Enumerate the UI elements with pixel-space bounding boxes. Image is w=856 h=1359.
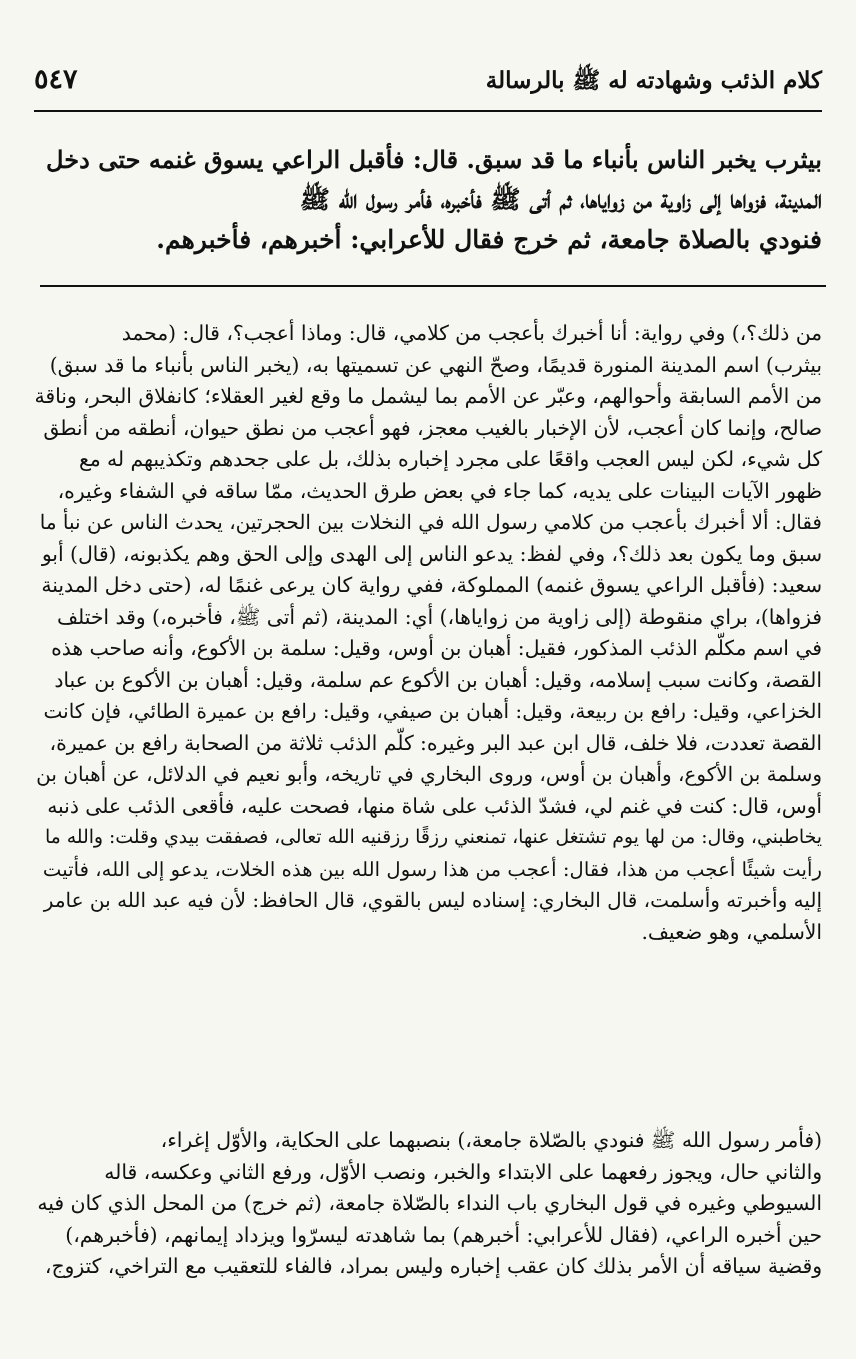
commentary-line: إليه وأخبرته وأسلمت، قال البخاري: إسناده ليس بالقوي، قال الحافظ: لأن فيه عبد الله بن عامر	[43, 888, 822, 912]
commentary-line: صالح، وإنما كان أعجب، لأن الإخبار بالغيب معجز، فهو أعجب من نطق حيوان، أنطقه من أنطق	[43, 415, 822, 440]
commentary-line: من الأمم السابقة وأحوالهم، وعبّر عن الأمم بما ليشمل ما وقع لغير العقلاء؛ كانفلاق البحر، وناقة	[34, 384, 822, 408]
commentary-line: القصة، وكانت سبب إسلامه، وقيل: أهبان بن الأكوع عم سلمة، وقيل: أهبان بن الأكوع بن عباد	[54, 667, 822, 692]
commentary-line: بيثرب) اسم المدينة المنورة قديمًا، وصحّ النهي عن تسميتها به، (يخبر الناس بأنباء ما قد سبق)	[49, 352, 822, 377]
commentary-line: في اسم مكلّم الذئب المذكور، فقيل: أهبان بن أوس، وقيل: سلمة بن الأكوع، وأنه صاحب هذه	[51, 636, 822, 660]
commentary-line: (فأمر رسول الله ﷺ فنودي بالصّلاة جامعة،) بنصبهما على الحكاية، والأوّل إغراء،	[160, 1128, 822, 1152]
commentary-line: وسلمة بن الأكوع، وأهبان بن أوس، وروى البخاري في تاريخه، وأبو نعيم في الدلائل، عن أهبان بن	[36, 762, 822, 786]
commentary-line: من ذلك؟،) وفي رواية: أنا أخبرك بأعجب من كلامي، قال: وماذا أعجب؟، قال: (محمد	[121, 321, 822, 345]
commentary-line: سبق وما يكون بعد ذلك؟، وفي لفظ: يدعو الناس إلى الهدى وإلى الحق وهم يكذبونه، (قال) أبو	[41, 541, 822, 566]
page-number: ٥٤٧	[34, 64, 78, 95]
hadith-text	[40, 140, 822, 260]
commentary-line: حين أخبره الراعي، (فقال للأعرابي: أخبرهم) بما شاهدته ليسرّوا ويزداد إيمانهم، (فأخبرهم،)	[65, 1222, 822, 1247]
page-header	[34, 60, 822, 106]
hadith-line: فنودي بالصلاة جامعة، ثم خرج فقال للأعرابي: أخبرهم، فأخبرهم.	[156, 225, 822, 254]
commentary-line: والثاني حال، ويجوز رفعهما على الابتداء والخبر، ونصب الأوّل، ورفع الثاني وعكسه، قاله	[104, 1159, 822, 1184]
commentary-line: يخاطبني، وقال: من لها يوم تشتغل عنها، تمنعني رزقًا رزقنيه الله تعالى، فصفقت بيدي وقلت: والله ما	[44, 827, 822, 848]
commentary-line: الخزاعي، وقيل: رافع بن ربيعة، وقيل: أهبان بن صيفي، وقيل: رافع بن عميرة الطائي، فإن كانت	[43, 699, 822, 723]
commentary-line: فقال: ألا أخبرك بأعجب من كلامي رسول الله في النخلات بين الحجرتين، يحدث الناس عن نبأ ما	[39, 510, 822, 534]
commentary-text-continued	[34, 1125, 822, 1283]
commentary-line: الأسلمي، وهو ضعيف.	[641, 919, 822, 944]
commentary-line: وقضية سياقه أن الأمر بذلك كان عقب إخباره وليس بمراد، فالفاء للتعقيب مع التراخي، كتزوج،	[44, 1254, 822, 1278]
commentary-line: فزواها)، براي منقوطة (إلى زاوية من زواياها،) أي: المدينة، (ثم أتى ﷺ، فأخبره،) وقد اختلف	[57, 604, 822, 629]
hadith-line: المدينة، فزواها إلى زاوية من زواياها، ثم أتى ﷺ فأخبره، فأمر رسول الله ﷺ	[299, 185, 822, 214]
text-separator-rule	[40, 285, 826, 287]
commentary-line: أوس، قال: كنت في غنم لي، فشدّ الذئب على شاة منها، فصحت عليه، فأقعى الذئب على ذنبه	[47, 793, 822, 818]
commentary-line: رأيت شيئًا أعجب من هذا، فقال: أعجب من هذا رسول الله بين هذه الخلات، يدعو إلى الله، فأتيت	[42, 857, 822, 881]
header-rule	[34, 110, 822, 112]
hadith-line: بيثرب يخبر الناس بأنباء ما قد سبق. قال: فأقبل الراعي يسوق غنمه حتى دخل	[46, 145, 822, 174]
commentary-line: سعيد: (فأقبل الراعي يسوق غنمه) المملوكة، ففي رواية كان يرعى غنمًا له، (حتى دخل المدينة	[41, 573, 822, 597]
commentary-line: ظهور الآيات البينات على يديه، كما جاء في بعض طرق الحديث، ممّا ساقه في الشفاء وغيره،	[57, 478, 822, 503]
commentary-line: كل شيء، لكن ليس العجب واقعًا على مجرد إخباره بذلك، بل على جحدهم وتكذيبهم له مع	[78, 447, 822, 471]
commentary-line: السيوطي وغيره في قول البخاري باب النداء بالصّلاة جامعة، (ثم خرج) من المحل الذي كان فيه	[37, 1191, 822, 1215]
chapter-title: كلام الذئب وشهادته له ﷺ بالرسالة	[485, 67, 822, 94]
commentary-line: القصة تعددت، فلا خلف، قال ابن عبد البر وغيره: كلّم الذئب ثلاثة من الصحابة رافع بن عميرة،	[49, 730, 822, 755]
commentary-text	[34, 318, 822, 948]
